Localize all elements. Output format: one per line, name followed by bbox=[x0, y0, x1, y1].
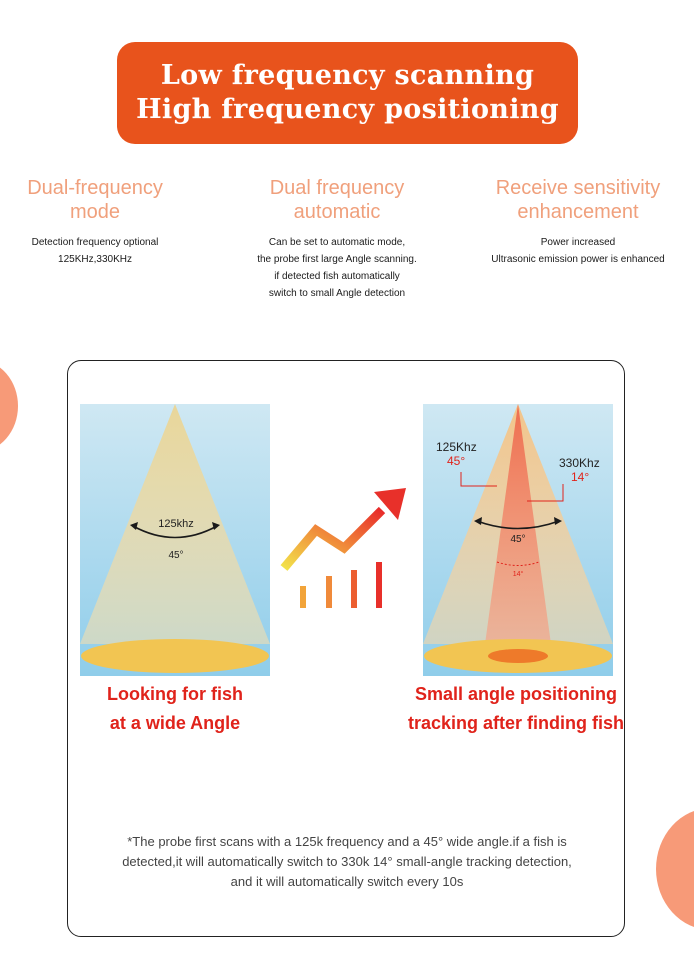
feature-description: Can be set to automatic mode, the probe first large Angle scanning. if detected fish automatically switch to small Angle detection bbox=[257, 237, 417, 299]
wide-arc-label: 45° bbox=[510, 534, 526, 545]
freq-label: 125khz bbox=[158, 518, 194, 530]
target-spot bbox=[488, 649, 548, 663]
growth-arrow-icon bbox=[278, 486, 410, 612]
feature-description: Detection frequency optional 125KHz,330KHz bbox=[31, 237, 159, 265]
bar-1 bbox=[300, 586, 306, 608]
bar-3 bbox=[351, 570, 357, 608]
banner-line-1: Low frequency scanning bbox=[160, 60, 535, 91]
footnote: *The probe first scans with a 125k frequency and a 45° wide angle.if a fish is detected,it will automatically switch to 330k 14° small-angle tracking detection, and it will automatically switch every 10s bbox=[122, 834, 572, 889]
decor-circle-left bbox=[0, 360, 18, 452]
angle-label: 45° bbox=[168, 550, 184, 561]
feature-dual-frequency-mode bbox=[0, 176, 210, 268]
feature-title: Dual frequency automatic bbox=[269, 177, 405, 223]
wide-angle-sonar-illustration bbox=[80, 404, 270, 676]
low-angle-label: 45° bbox=[447, 454, 466, 468]
narrow-arc-label: 14° bbox=[512, 571, 524, 578]
left-caption: Looking for fish at a wide Angle bbox=[107, 684, 243, 733]
title-banner bbox=[117, 42, 578, 144]
seabed-ellipse bbox=[81, 639, 269, 673]
bar-2 bbox=[326, 576, 332, 608]
banner-line-2: High frequency positioning bbox=[136, 94, 559, 125]
low-freq-label: 125Khz bbox=[436, 440, 477, 454]
right-caption: Small angle positioning tracking after finding fish bbox=[407, 684, 625, 733]
feature-description: Power increased Ultrasonic emission power is enhanced bbox=[491, 237, 665, 265]
high-angle-label: 14° bbox=[571, 470, 590, 484]
feature-receive-sensitivity bbox=[463, 176, 693, 268]
feature-title: Receive sensitivity enhancement bbox=[495, 177, 661, 223]
narrow-angle-sonar-illustration bbox=[423, 404, 613, 676]
high-freq-label: 330Khz bbox=[559, 456, 600, 470]
bar-4 bbox=[376, 562, 382, 608]
decor-circle-right bbox=[656, 808, 694, 930]
feature-dual-frequency-automatic bbox=[222, 176, 452, 302]
feature-title: Dual-frequency mode bbox=[27, 177, 163, 223]
